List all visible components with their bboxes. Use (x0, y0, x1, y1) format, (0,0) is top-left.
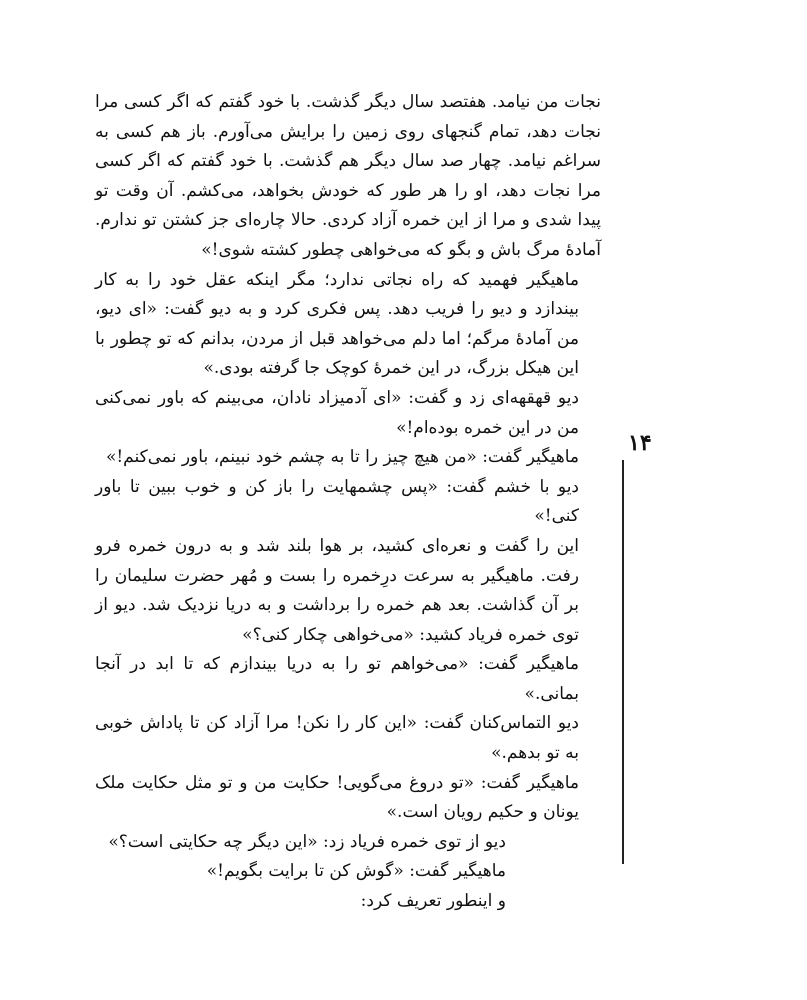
paragraph-10: دیو از توی خمره فریاد زد: «این دیگر چه حکایتی است؟» (108, 831, 506, 852)
paragraph-8: دیو التماس‌کنان گفت: «این کار را نکن! مرا آزاد کن تا پاداش خوبی به تو بدهم.» (95, 713, 579, 764)
paragraph-2: ماهیگیر فهمید که راه نجاتی ندارد؛ مگر اینکه عقل خود را به کار بیندازد و دیو را فریب دهد. پس فکری کرد و به دیو گفت: «ای دیو، من آمادهٔ مرگم؛ اما دلم می‌خواهد قبل از مردن، بدانم که تو چطور با این هیکل بزرگ، در این خمرهٔ کوچک جا گرفته بودی.» (95, 269, 579, 379)
paragraph-7: ماهیگیر گفت: «می‌خواهم تو را به دریا بیندازم که تا ابد در آنجا بمانی.» (95, 654, 579, 704)
paragraph-1: نجات من نیامد. هفتصد سال دیگر گذشت. با خود گفتم که اگر کسی مرا نجات دهد، تمام گنجهای روی زمین را برایش می‌آورم. باز هم کسی به سراغم نیامد. چهار صد سال دیگر هم گذشت. با خود گفتم که اگر کسی مرا نجات دهد، او را هر طور که خودش بخواهد، می‌کشم. آن وقت تو پیدا شدی و مرا از این خمره آزاد کردی. حالا چاره‌ای جز کشتن تو ندارم. آمادهٔ مرگ باش و بگو که می‌خواهی چطور کشته شوی!» (95, 92, 601, 260)
paragraph-4: ماهیگیر گفت: «من هیچ چیز را تا به چشم خود نبینم، باور نمی‌کنم!» (105, 447, 579, 468)
margin-rule (622, 460, 624, 864)
paragraph-6: این را گفت و نعره‌ای کشید، بر هوا بلند شد و به درون خمره فرو رفت. ماهیگیر به سرعت درِخمره را بست و مُهر حضرت سلیمان را بر آن گذاشت. بعد هم خمره را برداشت و به دریا نزدیک شد. دیو از توی خمره فریاد کشید: «می‌خواهی چکار کنی؟» (95, 535, 579, 645)
body-text (95, 88, 601, 917)
paragraph-3: دیو قهقهه‌ای زد و گفت: «ای آدمیزاد نادان، می‌بینم که باور نمی‌کنی من در این خمره بوده‌ام!» (95, 387, 579, 438)
paragraph-12: و اینطور تعریف کرد: (360, 891, 506, 912)
paragraph-11: ماهیگیر گفت: «گوش کن تا برایت بگویم!» (206, 861, 506, 882)
paragraph-5: دیو با خشم گفت: «پس چشمهایت را باز کن و خوب ببین تا باور کنی!» (95, 476, 579, 527)
page-number: ۱۴ (628, 430, 652, 456)
paragraph-9: ماهیگیر گفت: «تو دروغ می‌گویی! حکایت من و تو مثل حکایت ملک یونان و حکیم رویان است.» (95, 772, 579, 823)
